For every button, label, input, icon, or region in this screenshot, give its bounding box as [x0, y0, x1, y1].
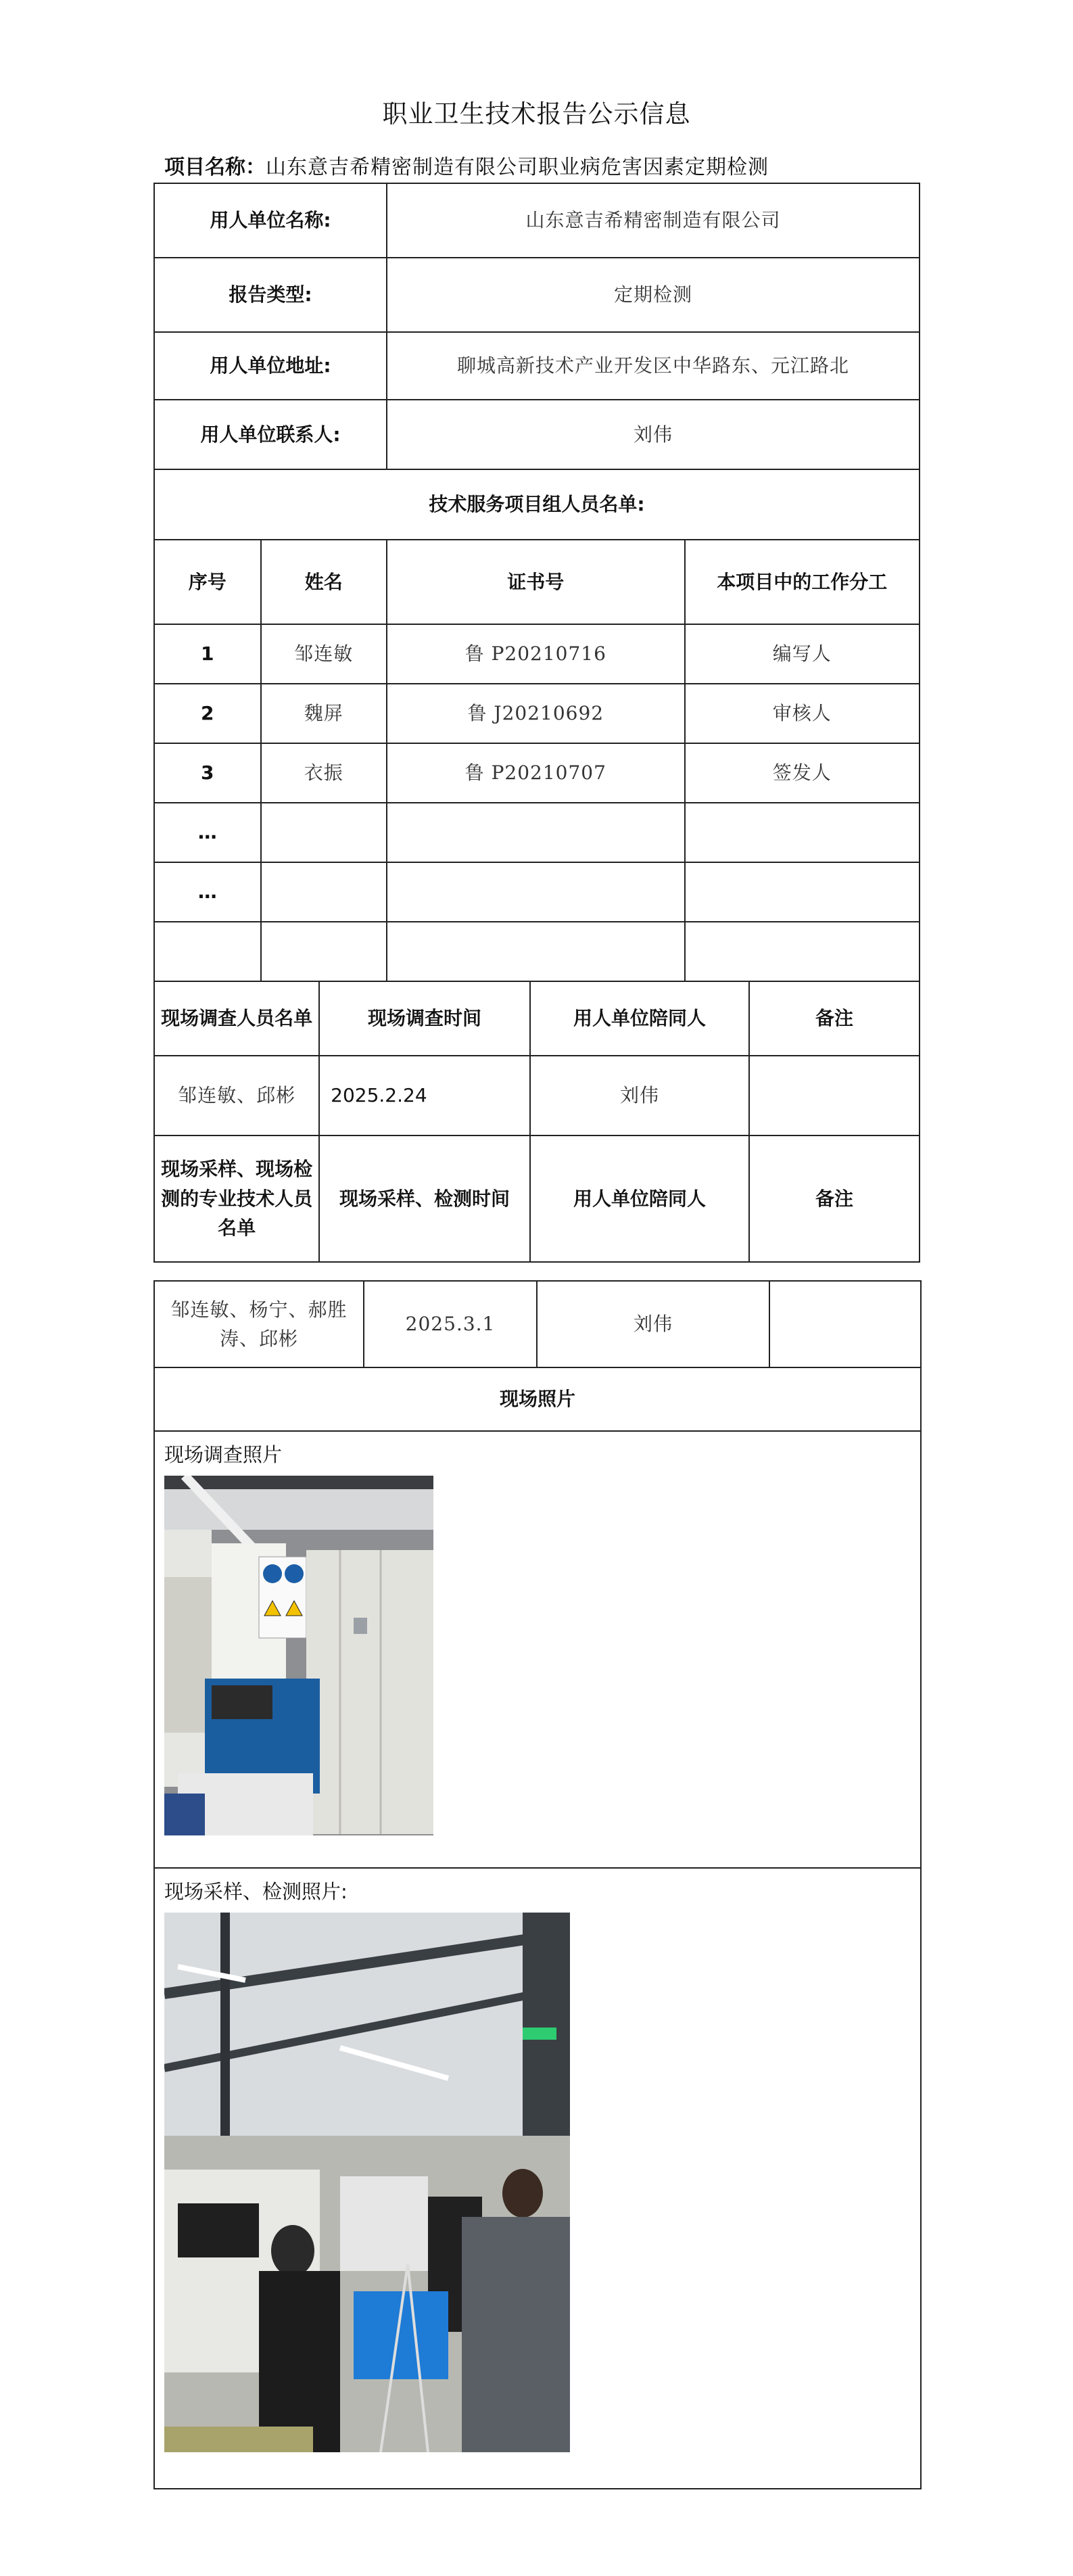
sampling-photo: [164, 1913, 570, 2452]
team-row-name: 邹连敏: [261, 624, 387, 684]
team-header-row: [154, 540, 920, 624]
survey-photo-label: 现场调查照片: [164, 1443, 283, 1466]
team-heading: 技术服务项目组人员名单:: [154, 469, 920, 540]
survey-photo: [164, 1476, 433, 1835]
address-value: 聊城高新技术产业开发区中华路东、元江路北: [387, 332, 920, 400]
sampling-photo-row: [154, 1868, 921, 2489]
page-title: 职业卫生技术报告公示信息: [382, 99, 691, 128]
team-row-no: 1: [154, 624, 261, 684]
team-row: [154, 743, 920, 803]
sampling-header-people: 现场采样、现场检测的专业技术人员名单: [154, 1135, 319, 1262]
team-row-name: [261, 922, 387, 981]
contact-row: [154, 400, 920, 469]
sampling-note: [769, 1281, 921, 1367]
employer-row: [154, 183, 920, 258]
sampling-people: 邹连敏、杨宁、郝胜涛、邱彬: [154, 1281, 364, 1367]
team-row-role: 签发人: [685, 743, 920, 803]
sampling-date: 2025.3.1: [364, 1281, 537, 1367]
team-row-cert: [387, 803, 685, 862]
team-row-no: …: [154, 862, 261, 922]
survey-photo-row: [154, 1431, 921, 1868]
team-row-role: [685, 803, 920, 862]
team-row: [154, 922, 920, 981]
report-type-label: 报告类型:: [154, 258, 387, 332]
survey-note: [749, 1056, 920, 1135]
team-header-cert: 证书号: [387, 540, 685, 624]
team-row-no: …: [154, 803, 261, 862]
team-row-name: 魏屏: [261, 684, 387, 743]
sampling-row: [154, 1281, 921, 1367]
team-row: [154, 803, 920, 862]
photos-heading: 现场照片: [154, 1367, 921, 1431]
report-type-value: 定期检测: [387, 258, 920, 332]
team-row-cert: [387, 862, 685, 922]
team-row-role: 审核人: [685, 684, 920, 743]
team-row-cert: 鲁 J20210692: [387, 684, 685, 743]
survey-header-people: 现场调查人员名单: [154, 981, 319, 1056]
survey-header-row: [154, 981, 920, 1056]
team-row-cert: [387, 922, 685, 981]
survey-date: 2025.2.24: [319, 1056, 530, 1135]
project-name-label: 项目名称：: [164, 156, 266, 179]
survey-escort: 刘伟: [530, 1056, 749, 1135]
sampling-header-escort: 用人单位陪同人: [530, 1135, 749, 1262]
team-row-name: 衣振: [261, 743, 387, 803]
contact-value: 刘伟: [387, 400, 920, 469]
sampling-header-date: 现场采样、检测时间: [319, 1135, 530, 1262]
team-row: [154, 624, 920, 684]
team-header-role: 本项目中的工作分工: [685, 540, 920, 624]
survey-header-escort: 用人单位陪同人: [530, 981, 749, 1056]
sampling-photo-cell: [154, 1868, 921, 2489]
team-row-name: [261, 862, 387, 922]
team-row-no: 3: [154, 743, 261, 803]
employer-value: 山东意吉希精密制造有限公司: [387, 183, 920, 258]
sampling-header-note: 备注: [749, 1135, 920, 1262]
photos-heading-row: [154, 1367, 921, 1431]
address-label: 用人单位地址:: [154, 332, 387, 400]
team-row-cert: 鲁 P20210707: [387, 743, 685, 803]
survey-row: [154, 1056, 920, 1135]
survey-photo-cell: [154, 1431, 921, 1868]
sampling-escort: 刘伟: [537, 1281, 769, 1367]
team-row: [154, 684, 920, 743]
team-row-no: [154, 922, 261, 981]
project-name-value: 山东意吉希精密制造有限公司职业病危害因素定期检测: [266, 156, 769, 179]
team-header-no: 序号: [154, 540, 261, 624]
team-row-name: [261, 803, 387, 862]
survey-people: 邹连敏、邱彬: [154, 1056, 319, 1135]
survey-header-date: 现场调查时间: [319, 981, 530, 1056]
team-heading-row: [154, 469, 920, 540]
contact-label: 用人单位联系人:: [154, 400, 387, 469]
sampling-header-row: [154, 1135, 920, 1262]
report-type-row: [154, 258, 920, 332]
sampling-photo-table: [153, 1280, 922, 2489]
team-row: [154, 862, 920, 922]
team-row-cert: 鲁 P20210716: [387, 624, 685, 684]
survey-header-note: 备注: [749, 981, 920, 1056]
team-row-role: [685, 862, 920, 922]
address-row: [154, 332, 920, 400]
project-name: [164, 150, 769, 180]
team-row-role: 编写人: [685, 624, 920, 684]
team-row-role: [685, 922, 920, 981]
employer-label: 用人单位名称:: [154, 183, 387, 258]
team-row-no: 2: [154, 684, 261, 743]
report-table: [153, 183, 920, 1263]
sampling-photo-label: 现场采样、检测照片:: [164, 1880, 348, 1903]
team-header-name: 姓名: [261, 540, 387, 624]
